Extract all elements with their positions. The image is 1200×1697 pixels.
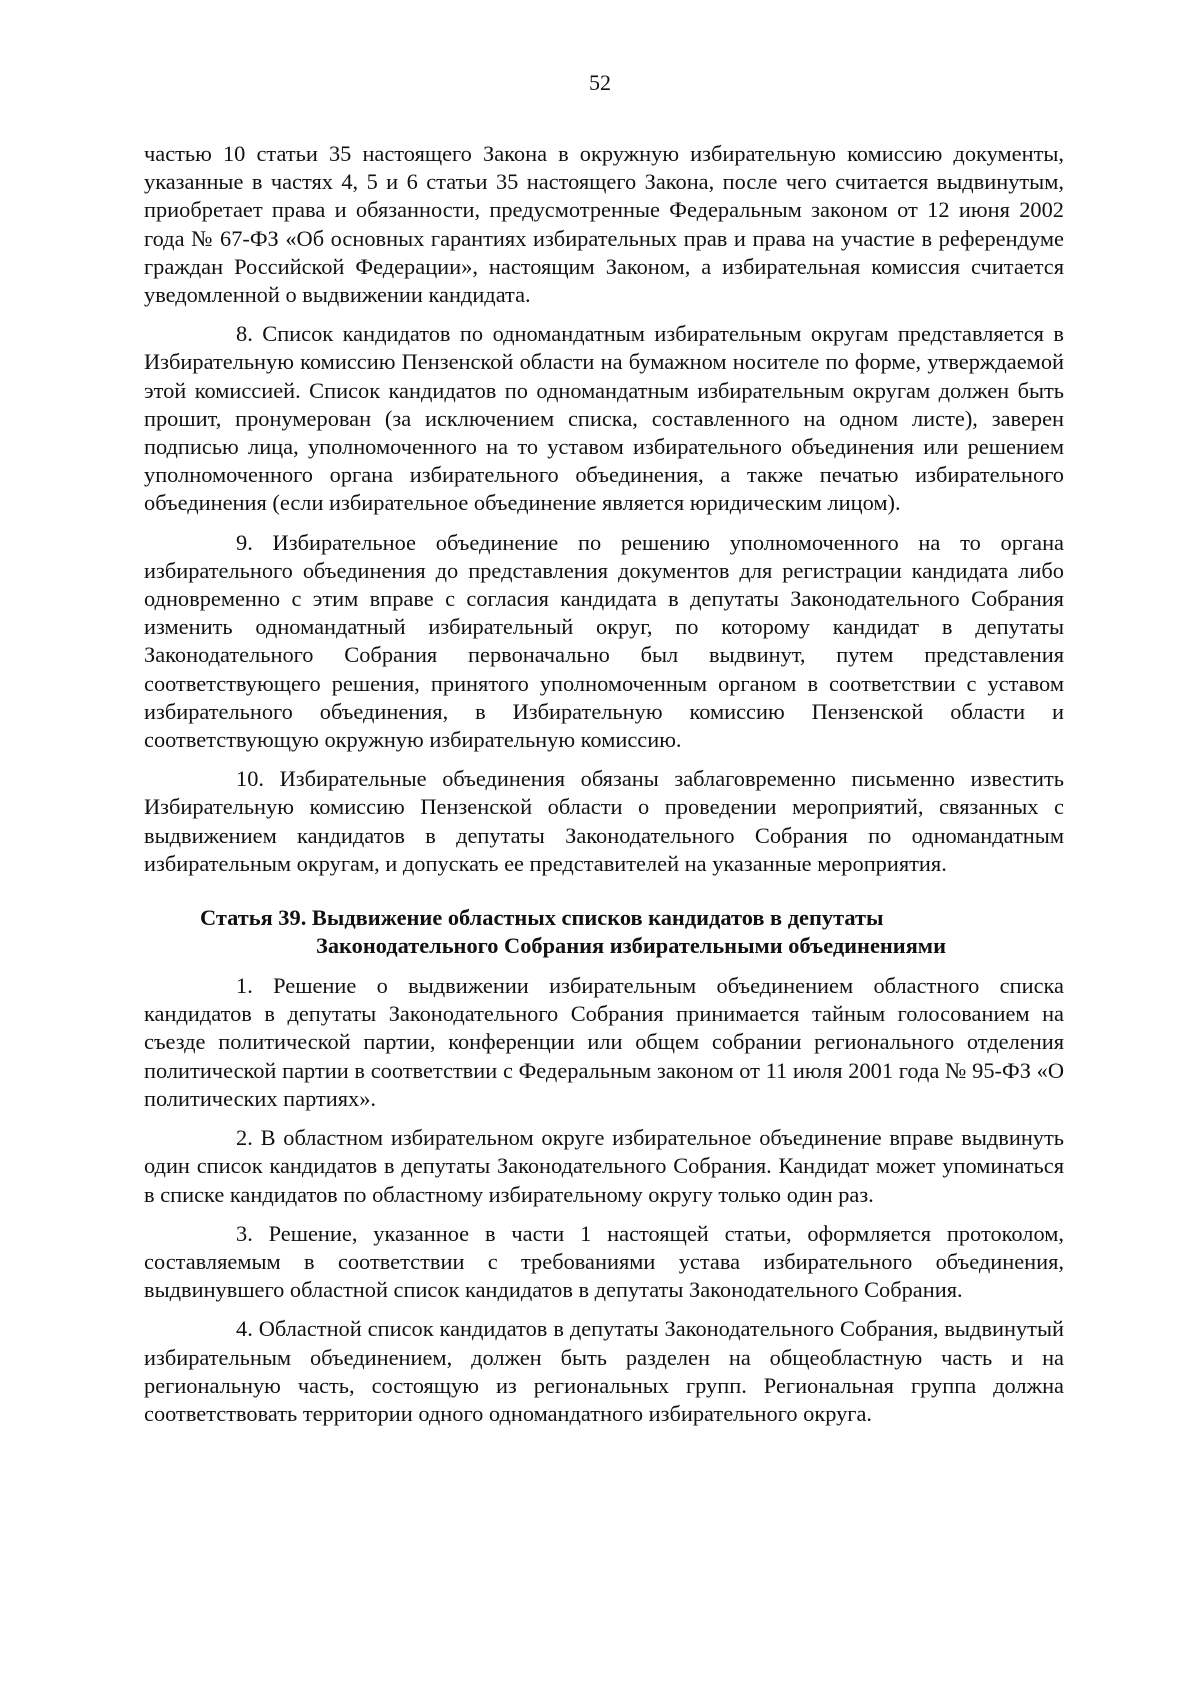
- paragraph-article-39-part-1: 1. Решение о выдвижении избирательным объединением областного списка кандидатов в депутаты Законодательного Собрания принимается тайным голосованием на съезде политической партии, конференции или общем собрании регионального отделения политической партии в соответствии с Федеральным законом от 11 июля 2001 года № 95-ФЗ «О политических партиях».: [144, 973, 1064, 1111]
- paragraph-part-10: 10. Избирательные объединения обязаны заблаговременно письменно известить Избирательную комиссию Пензенской области о проведении мероприятий, связанных с выдвижением кандидатов в депутаты Законодательного Собрания по одномандатным избирательным округам, и допускать ее представителей на указанные мероприятия.: [144, 766, 1064, 876]
- paragraph-part-8: 8. Список кандидатов по одномандатным избирательным округам представляется в Избирательную комиссию Пензенской области на бумажном носителе по форме, утверждаемой этой комиссией. Список кандидатов по одномандатным избирательным округам должен быть прошит, пронумерован (за исключением списка, составленного на одном листе), заверен подписью лица, уполномоченного на то уставом избирательного объединения или решением уполномоченного органа избирательного объединения, а также печатью избирательного объединения (если избирательное объединение является юридическим лицом).: [144, 321, 1064, 516]
- article-heading-line-2: Законодательного Собрания избирательными объединениями: [316, 933, 946, 959]
- article-39-heading: [144, 904, 1064, 960]
- document-body: [144, 140, 1064, 1439]
- paragraph-article-39-part-2: 2. В областном избирательном округе избирательное объединение вправе выдвинуть один список кандидатов в депутаты Законодательного Собрания. Кандидат может упоминаться в списке кандидатов по областному избирательному округу только один раз.: [144, 1125, 1064, 1207]
- paragraph-continuation: частью 10 статьи 35 настоящего Закона в окружную избирательную комиссию документы, указанные в частях 4, 5 и 6 статьи 35 настоящего Закона, после чего считается выдвинутым, приобретает права и обязанности, предусмотренные Федеральным законом от 12 июня 2002 года № 67-ФЗ «Об основных гарантиях избирательных прав и права на участие в референдуме граждан Российской Федерации», настоящим Законом, а избирательная комиссия считается уведомленной о выдвижении кандидата.: [144, 141, 1064, 308]
- page-number: 52: [589, 70, 611, 95]
- article-heading-line-1: Статья 39. Выдвижение областных списков кандидатов в депутаты: [200, 905, 884, 931]
- paragraph-part-9: 9. Избирательное объединение по решению уполномоченного на то органа избирательного объединения до представления документов для регистрации кандидата либо одновременно с этим вправе с согласия кандидата в депутаты Законодательного Собрания изменить одномандатный избирательный округ, по которому кандидат в депутаты Законодательного Собрания первоначально был выдвинут, путем представления соответствующего решения, принятого уполномоченным органом в соответствии с уставом избирательного объединения, в Избирательную комиссию Пензенской области и соответствующую окружную избирательную комиссию.: [144, 529, 1064, 753]
- paragraph-article-39-part-3: 3. Решение, указанное в части 1 настоящей статьи, оформляется протоколом, составляемым в соответствии с требованиями устава избирательного объединения, выдвинувшего областной список кандидатов в депутаты Законодательного Собрания.: [144, 1220, 1064, 1303]
- paragraph-article-39-part-4: 4. Областной список кандидатов в депутаты Законодательного Собрания, выдвинутый избирательным объединением, должен быть разделен на общеобластную часть и на региональную часть, состоящую из региональных групп. Региональная группа должна соответствовать территории одного одномандатного избирательного округа.: [144, 1316, 1064, 1426]
